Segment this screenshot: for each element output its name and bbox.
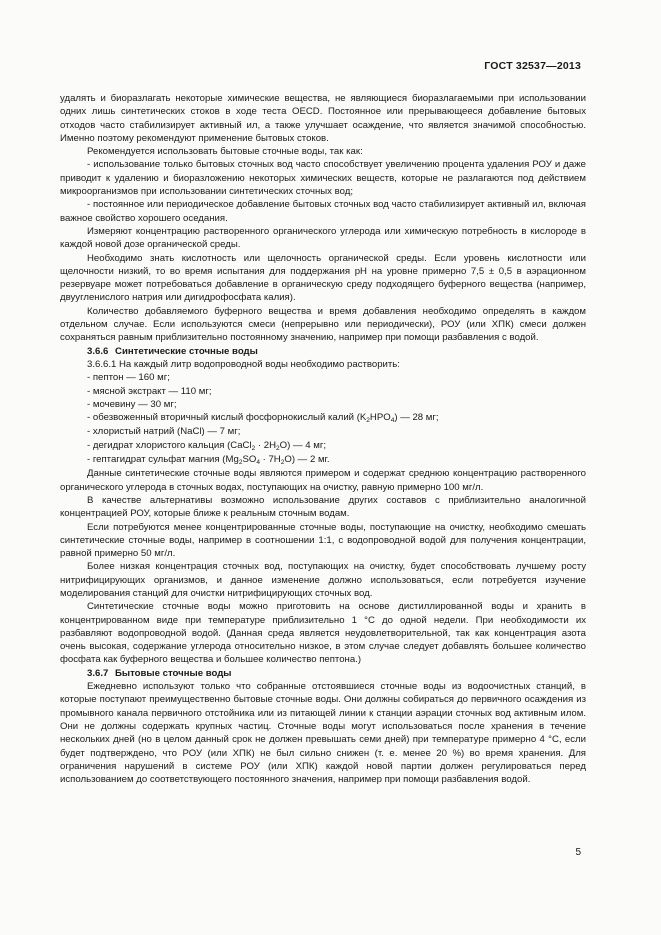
page-number: 5 (575, 847, 581, 858)
list-item: - обезвоженный вторичный кислый фосфорнокислый калий $(K_2HPO_4)$ — 28 мг; (87, 412, 439, 425)
list-item: - мясной экстракт — 110 мг; (87, 385, 212, 397)
list-item: - гептагидрат сульфат магния $(Mg_2SO_4 \cdot 7H_2O)$ — 2 мг. (87, 454, 330, 467)
paragraph: Измеряют концентрацию растворенного органического углерода или химическую потребность в кислороде в каждой новой дозе органической среды. (60, 225, 586, 251)
section-number: 3.6.7 (87, 667, 109, 679)
paragraph: 3.6.6.1 На каждый литр водопроводной воды необходимо растворить: (87, 358, 400, 370)
section-title: Бытовые сточные воды (115, 667, 232, 679)
section-number: 3.6.6 (87, 345, 109, 357)
paragraph: Количество добавляемого буферного вещества и время добавления необходимо определять в каждом отдельном случае. Если используются смеси (непрерывно или периодически), РОУ (или ХПК) смеси должен сохраняться равным приблизительно постоянному значению, например при помощи разбавления с водой. (60, 305, 586, 344)
paragraph: Более низкая концентрация сточных вод, поступающих на очистку, будет способствовать лучшему росту нитрифицирующих организмов, и данное изменение должно использоваться, если потребуется изучение моделирования станций для очистки нитрифицирующих сточных вод. (60, 561, 586, 599)
list-item: - дегидрат хлористого кальция (CaCl$_2$ · $2H_2O$) — 4 мг; (87, 439, 326, 452)
list-item: - хлористый натрий (NaCl) — 7 мг; (87, 426, 241, 438)
section-title: Синтетические сточные воды (115, 345, 258, 357)
list-item: - пептон — 160 мг; (87, 372, 170, 384)
paragraph: В качестве альтернативы возможно использование других составов с приблизительно аналогичной концентрацией РОУ, которые ближе к реальным сточным водам. (60, 494, 586, 520)
section-heading (60, 345, 586, 358)
document-body (60, 92, 586, 786)
paragraph: Синтетические сточные воды можно приготовить на основе дистиллированной воды и хранить в концентрированном виде при температуре приблизительно 1 °С до одной недели. При необходимости их разбавляют водопроводной водой. (Данная среда является неудовлетворительной, так как концентрация азота очень высокая, содержание углерода относительно низкое, в этом случае следует добавлять большее количество фосфата как буферного вещества и большее количество пептона.) (60, 601, 586, 666)
paragraph: удалять и биоразлагать некоторые химические вещества, не являющиеся биоразлагаемыми при использовании одних лишь синтетических стоков в ходе теста OECD. Постоянное или прерывающееся добавление бытовых отходов часто стабилизирует активный ил, а также улучшает осаждение, что является значимой способностью. Именно поэтому рекомендуют применение бытовых стоков. (60, 93, 586, 144)
paragraph: Если потребуются менее концентрированные сточные воды, поступающие на очистку, необходимо смешать синтетические сточные воды, например в соотношении 1:1, с водопроводной водой для получения концентрации, равной примерно 50 мг/л. (60, 521, 586, 560)
list-item: - постоянное или периодическое добавление бытовых сточных вод часто стабилизирует активный ил, включая важное свойство хорошего оседания. (60, 199, 586, 224)
paragraph: Данные синтетические сточные воды являются примером и содержат среднюю концентрацию растворенного органического углерода в сточных водах, поступающих на очистку, равную примерно 100 мг/л. (60, 468, 586, 493)
list-item: - мочевину — 30 мг; (87, 398, 177, 410)
standard-header: ГОСТ 32537—2013 (484, 60, 581, 72)
list-item: - использование только бытовых сточных вод часто способствует увеличению процента удаления РОУ и даже приводит к удалению и биоразложению некоторых химических веществ, которые не разлагаются под действием микроорганизмов при использовании синтетических сточных вод; (60, 159, 586, 198)
paragraph: Ежедневно используют только что собранные отстоявшиеся сточные воды из водоочистных станций, в которые поступают преимущественно бытовые сточные воды. Они должны собираться до первичного осаждения из промывного канала первичного отстойника или из питающей линии к станции аэрации сточных вод активным илом. Они не должны содержать крупных частиц. Сточные воды могут использоваться после хранения в течение нескольких дней (но в целом данный срок не должен превышать семи дней) при температуре примерно 4 °С, если будет подтверждено, что РОУ (или ХПК) не был сильно снижен (т. е. менее 20 %) во время хранения. Для ограничения нарушений в системе РОУ (или ХПК) каждой новой партии должен регулироваться перед использованием до соответствующего постоянного значения, например при помощи разбавления водой. (60, 681, 586, 786)
section-heading (60, 667, 586, 680)
paragraph: Рекомендуется использовать бытовые сточные воды, так как: (87, 146, 363, 158)
paragraph: Необходимо знать кислотность или щелочность органической среды. Если уровень кислотности или щелочности низкий, то во время испытания для поддержания pH на уровне примерно 7,5 ± 0,5 в аэрационном резервуаре может потребоваться добавление в органическую среду подходящего буферного вещества (например, двуугленислого натрия или дигидрофосфата калия). (60, 252, 586, 304)
